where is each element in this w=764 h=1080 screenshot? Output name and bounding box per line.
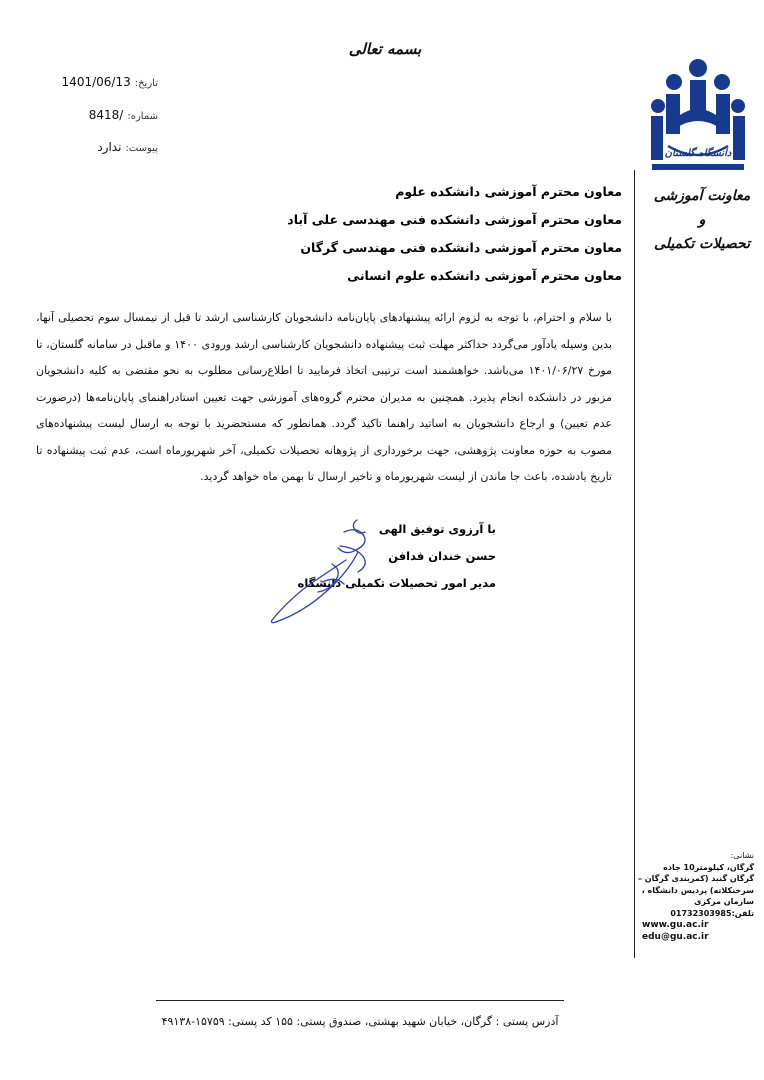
logo-caption-line2: تحصیلات تکمیلی: [654, 236, 750, 252]
letter-date: [40, 75, 158, 89]
address-line: سازمان مرکزی: [694, 897, 754, 906]
recipient-item: معاون محترم آموزشی دانشکده علوم: [395, 184, 622, 199]
recipient-item: معاون محترم آموزشی دانشکده فنی مهندسی علی آباد: [287, 212, 622, 227]
recipient-item: معاون محترم آموزشی دانشکده فنی مهندسی گرگان: [300, 240, 622, 255]
number-label: شماره:: [127, 111, 158, 122]
signer-name: حسن خندان فدافن: [388, 549, 496, 563]
address-line: سرخنکلاته) پردیس دانشگاه ،: [641, 885, 754, 895]
logo-caption: [652, 184, 752, 256]
logo-university-name: دانشگاه گلستان: [664, 148, 732, 159]
letter-attachment: [40, 140, 158, 154]
date-value: 1401/06/13: [61, 75, 131, 89]
logo-caption-line1: معاونت آموزشی و: [653, 188, 751, 228]
handwritten-signature: [262, 512, 402, 632]
attachment-label: پیوست:: [125, 143, 158, 154]
letter-number: [40, 108, 158, 122]
footer-postal-address: آدرس پستی : گرگان، خیابان شهید بهشتی، صندوق پستی: ۱۵۵ کد پستی: ۱۵۷۵۹-۴۹۱۳۸: [161, 1015, 559, 1028]
university-logo: [646, 56, 750, 180]
contact-info: [636, 850, 754, 943]
letter-body: با سلام و احترام، با توجه به لزوم ارائه پیشنهادهای پایان‌نامه دانشجویان کارشناسی ارشد تا قبل از نیمسال سوم تحصیلی آنها، بدین وسیله یادآور می‌گردد حداکثر مهلت ثبت پیشنهاده دانشجویان کارشناسی ارشد ورودی ۱۴۰۰ و ماقبل در سامانه گلستان، تا مورخ ۱۴۰۱/۰۶/۲۷ می‌باشد. خواهشمند است ترتیبی اتخاذ فرمایید تا اطلاع‌رسانی مطلوب به نحو مقتضی به کلیه دانشجویان مزبور در دانشکده انجام پذیرد. همچنین به مدیران محترم گروه‌های آموزشی جهت تعیین استادراهنمای پایان‌نامه‌ها (درصورت عدم تعیین) و ارجاع دانشجویان به اساتید راهنما تاکید گردد. همانطور که مستحضرید با توجه به ارسال لیست پیشنهاده‌های مصوب به حوزه معاونت پژوهشی، جهت برخورداری از پژوهانه تحصیلات تکمیلی، آخر شهریورماه است، عدم ثبت پیشنهاده تا تاریخ یادشده، باعث جا ماندن از لیست شهریورماه و تاخیر ارسال تا بهمن ماه خواهد گردید.: [36, 311, 613, 483]
address-label: نشانی:: [730, 851, 754, 860]
website-link[interactable]: www.gu.ac.ir: [642, 920, 709, 930]
attachment-value: ندارد: [97, 140, 122, 154]
footer-divider: [156, 1000, 564, 1001]
date-label: تاریخ:: [134, 78, 158, 89]
recipients-list: [250, 178, 622, 290]
sidebar-divider: [634, 170, 635, 958]
email-link[interactable]: edu@gu.ac.ir: [642, 932, 709, 942]
closing-wish: با آرزوی توفیق الهی: [378, 522, 496, 536]
bismillah-heading: بسمه تعالی: [348, 40, 422, 58]
address-line: گرگان گنبد (کمربندی گرگان –: [637, 874, 754, 883]
recipient-item: معاون محترم آموزشی دانشکده علوم انسانی: [347, 268, 622, 283]
signer-title: مدیر امور تحصیلات تکمیلی دانشگاه: [297, 576, 496, 590]
phone-number: تلفن:01732303985: [670, 908, 754, 918]
number-value: 8418/: [88, 108, 124, 122]
address-line: گرگان، کیلومتر10 جاده: [663, 862, 754, 872]
